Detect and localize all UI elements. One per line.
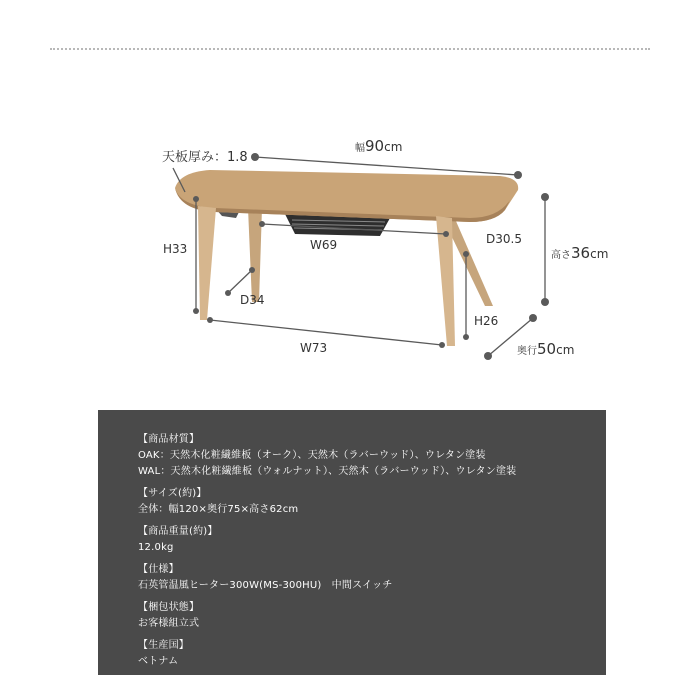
spec-heading: 【仕様】	[138, 564, 179, 575]
spec-heading: 【商品材質】	[138, 434, 200, 445]
d34-label: D34	[240, 293, 265, 307]
h33-label: H33	[163, 242, 188, 256]
spec-size	[138, 486, 606, 518]
spec-line: 石英管温風ヒーター300W(MS-300HU) 中間スイッチ	[138, 580, 393, 591]
spec-heading: 【サイズ(約)】	[138, 488, 207, 499]
height-dimension-label: 高さ36cm	[551, 244, 609, 262]
spec-weight	[138, 524, 606, 556]
spec-heading: 【梱包状態】	[138, 602, 200, 613]
spec-features	[138, 562, 606, 594]
front-left-leg	[198, 206, 216, 320]
top-thickness-label: 天板厚み：1.8	[162, 150, 248, 165]
spec-line: ベトナム	[138, 656, 179, 667]
product-spec-panel	[98, 410, 606, 675]
spec-material	[138, 432, 606, 480]
w69-label: W69	[310, 238, 338, 252]
spec-line: 全体：幅120×奥行75×高さ62cm	[138, 504, 299, 515]
spec-packaging	[138, 600, 606, 632]
spec-origin	[138, 638, 606, 670]
w73-label: W73	[300, 341, 328, 355]
spec-line: 12.0kg	[138, 542, 174, 553]
spec-line: OAK：天然木化粧繊維板（オーク）、天然木（ラバーウッド）、ウレタン塗装	[138, 450, 486, 461]
spec-line: WAL：天然木化粧繊維板（ウォルナット）、天然木（ラバーウッド）、ウレタン塗装	[138, 466, 517, 477]
depth-dimension-label: 奥行50cm	[517, 340, 575, 358]
spec-line: お客様組立式	[138, 618, 200, 629]
spec-heading: 【商品重量(約)】	[138, 526, 218, 537]
spec-heading: 【生産国】	[138, 640, 189, 651]
width-dimension-label: 幅90cm	[355, 137, 403, 155]
h26-label: H26	[474, 314, 499, 328]
d30-5-label: D30.5	[486, 232, 522, 246]
